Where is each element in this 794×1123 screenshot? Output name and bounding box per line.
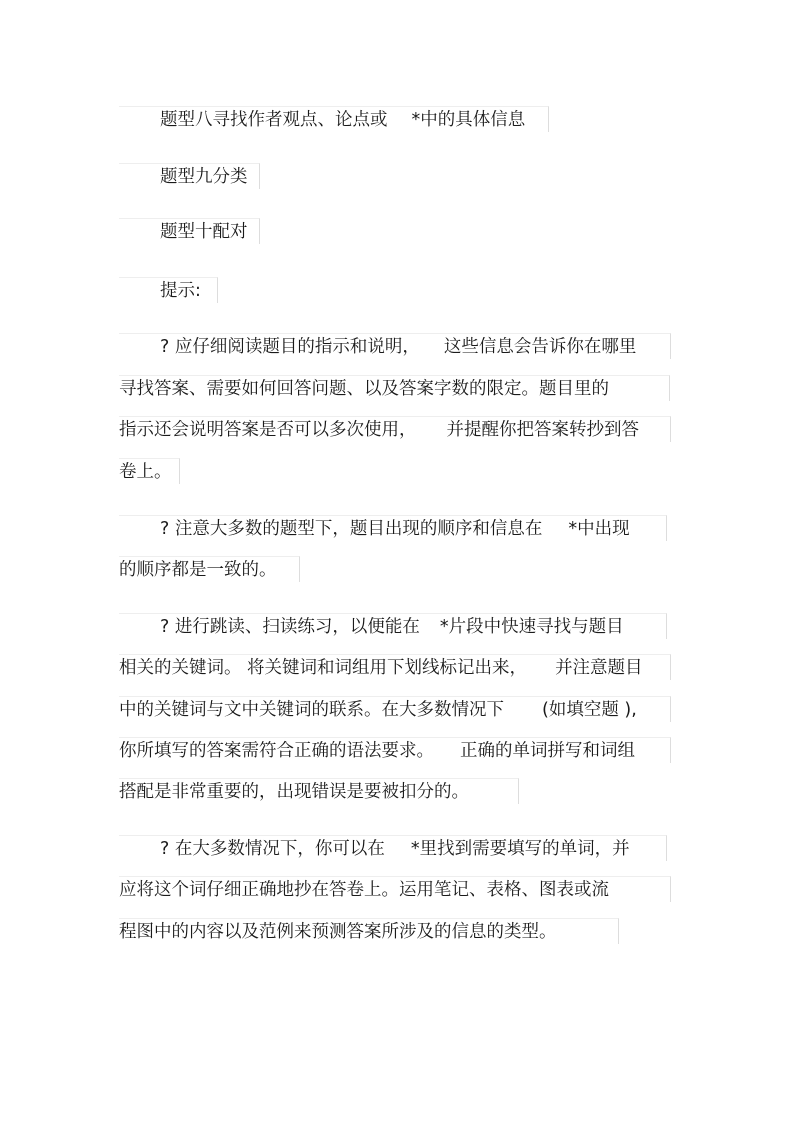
tip1-line-1a: ? 应仔细阅读题目的指示和说明，: [160, 337, 420, 357]
tip3-line-5: [119, 778, 519, 804]
tip1-line-2-text: 寻找答案、需要如何回答问题、以及答案字数的限定。题目里的: [119, 379, 609, 399]
tip3-line-4: [119, 737, 671, 763]
tip3-line-4a: 你所填写的答案需符合正确的语法要求。: [119, 741, 434, 761]
tip2-line-1a: ? 注意大多数的题型下，题目出现的顺序和信息在: [160, 519, 543, 539]
tips-label: [119, 277, 218, 303]
tip3-line-3a: 中的关键词与文中关键词的联系。在大多数情况下: [119, 700, 504, 720]
tip2-line-1: [119, 515, 667, 541]
tip3-line-5-text: 搭配是非常重要的，出现错误是要被扣分的。: [119, 782, 469, 802]
tips-label-text: 提示:: [160, 281, 201, 301]
tip3-line-3b: (如填空题 ),: [542, 700, 637, 720]
tip3-line-1: [119, 613, 667, 639]
heading-type-8: [119, 106, 549, 132]
tip4-line-2-text: 应将这个词仔细正确地抄在答卷上。运用笔记、表格、图表或流: [119, 880, 609, 900]
heading-type-10-text: 题型十配对: [160, 222, 248, 242]
heading-type-8-part-a: 题型八寻找作者观点、论点或: [160, 110, 388, 130]
tip1-line-2: [119, 375, 670, 401]
tip3-line-2: [119, 654, 671, 680]
tip4-line-3: [119, 918, 619, 944]
tip4-line-3-text: 程图中的内容以及范例来预测答案所涉及的信息的类型。: [119, 922, 557, 942]
tip3-line-1b: *片段中快速寻找与题目: [439, 617, 624, 637]
heading-type-8-part-b: *中的具体信息: [411, 110, 526, 130]
tip2-line-1b: *中出现: [568, 519, 630, 539]
tip1-line-3a: 指示还会说明答案是否可以多次使用，: [119, 420, 417, 440]
tip1-line-3b: 并提醒你把答案转抄到答: [446, 420, 639, 440]
tip1-line-4: [119, 458, 180, 484]
tip4-line-1b: *里找到需要填写的单词，并: [410, 839, 630, 859]
tip3-line-1a: ? 进行跳读、扫读练习，以便能在: [160, 617, 420, 637]
heading-type-9-text: 题型九分类: [160, 167, 248, 187]
heading-type-10: [119, 218, 260, 244]
tip1-line-3: [119, 416, 671, 442]
tip2-line-2: [119, 556, 300, 582]
tip4-line-1a: ? 在大多数情况下，你可以在: [160, 839, 385, 859]
tip1-line-1b: 这些信息会告诉你在哪里: [443, 337, 637, 357]
heading-type-9: [119, 163, 260, 189]
tip3-line-4b: 正确的单词拼写和词组: [460, 741, 635, 761]
tip4-line-2: [119, 876, 671, 902]
tip3-line-2b: 并注意题目: [555, 658, 643, 678]
tip4-line-1: [119, 835, 667, 861]
tip1-line-4-text: 卷上。: [119, 462, 172, 482]
tip1-line-1: [119, 333, 671, 359]
tip2-line-2-text: 的顺序都是一致的。: [119, 560, 277, 580]
tip3-line-3: [119, 696, 671, 722]
tip3-line-2a: 相关的关键词。 将关键词和词组用下划线标记出来，: [119, 658, 528, 678]
